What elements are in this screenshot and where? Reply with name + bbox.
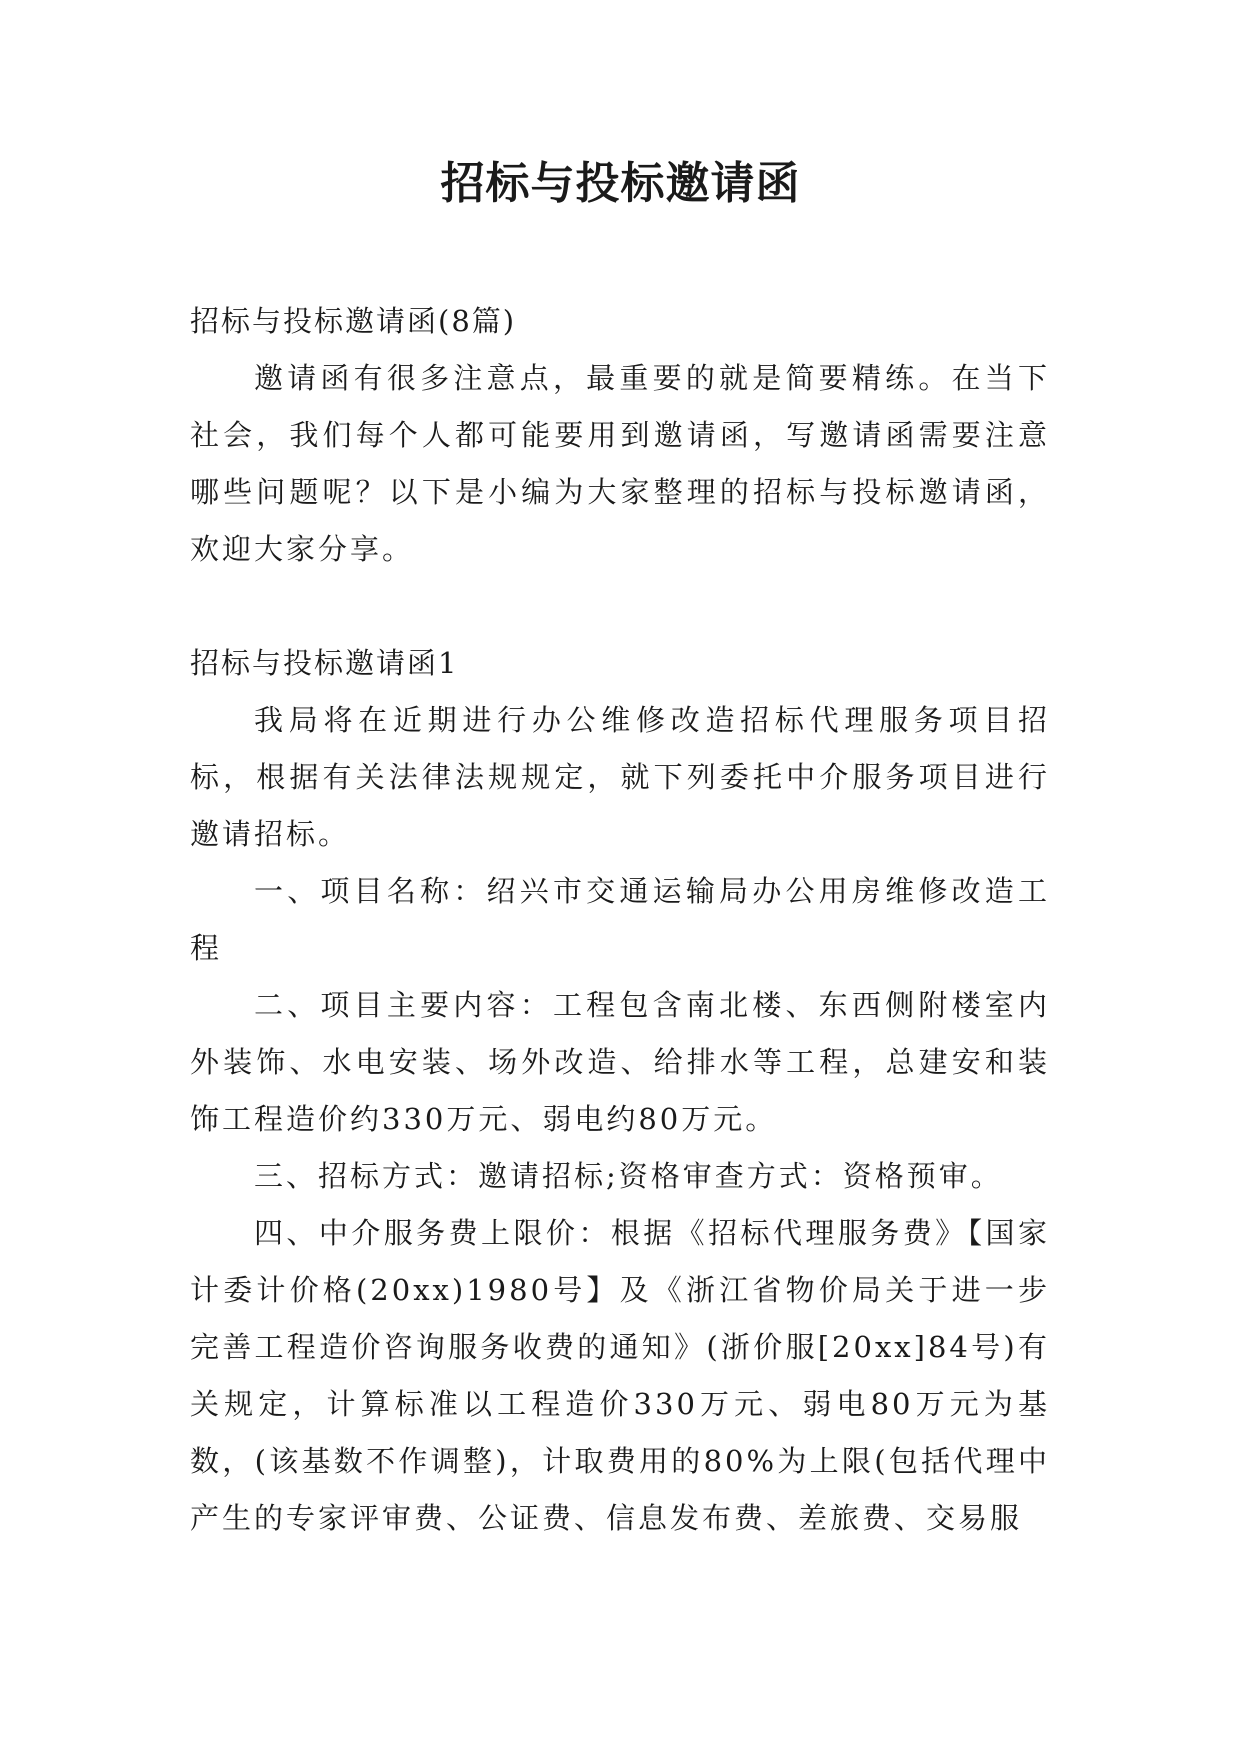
document-body [190, 293, 1050, 1547]
paragraph-tender-method: 三、招标方式：邀请招标;资格审查方式：资格预审。 [254, 1159, 1003, 1193]
paragraph-project-name: 一、项目名称：绍兴市交通运输局办公用房维修改造工程 [190, 874, 1050, 965]
intro-heading: 招标与投标邀请函(8篇) [190, 304, 517, 338]
section-heading-1: 招标与投标邀请函1 [190, 646, 459, 680]
paragraph-fee-cap: 四、中介服务费上限价：根据《招标代理服务费》【国家计委计价格(20xx)1980号】及《浙江省物价局关于进一步完善工程造价咨询服务收费的通知》(浙价服[20xx]84号)有关规定，计算标准以工程造价330万元、弱电80万元为基数，(该基数不作调整)，计取费用的80%为上限(包括代理中产生的专家评审费、公证费、信息发布费、差旅费、交易服 [190, 1216, 1050, 1535]
section-spacer [190, 578, 1050, 635]
document-title: 招标与投标邀请函 [440, 158, 801, 209]
paragraph-project-content: 二、项目主要内容：工程包含南北楼、东西侧附楼室内外装饰、水电安装、场外改造、给排水等工程，总建安和装饰工程造价约330万元、弱电约80万元。 [190, 988, 1050, 1136]
paragraph-invitation: 我局将在近期进行办公维修改造招标代理服务项目招标，根据有关法律法规规定，就下列委托中介服务项目进行邀请招标。 [190, 703, 1050, 851]
intro-paragraph: 邀请函有很多注意点，最重要的就是简要精练。在当下社会，我们每个人都可能要用到邀请函，写邀请函需要注意哪些问题呢？以下是小编为大家整理的招标与投标邀请函，欢迎大家分享。 [190, 361, 1050, 566]
